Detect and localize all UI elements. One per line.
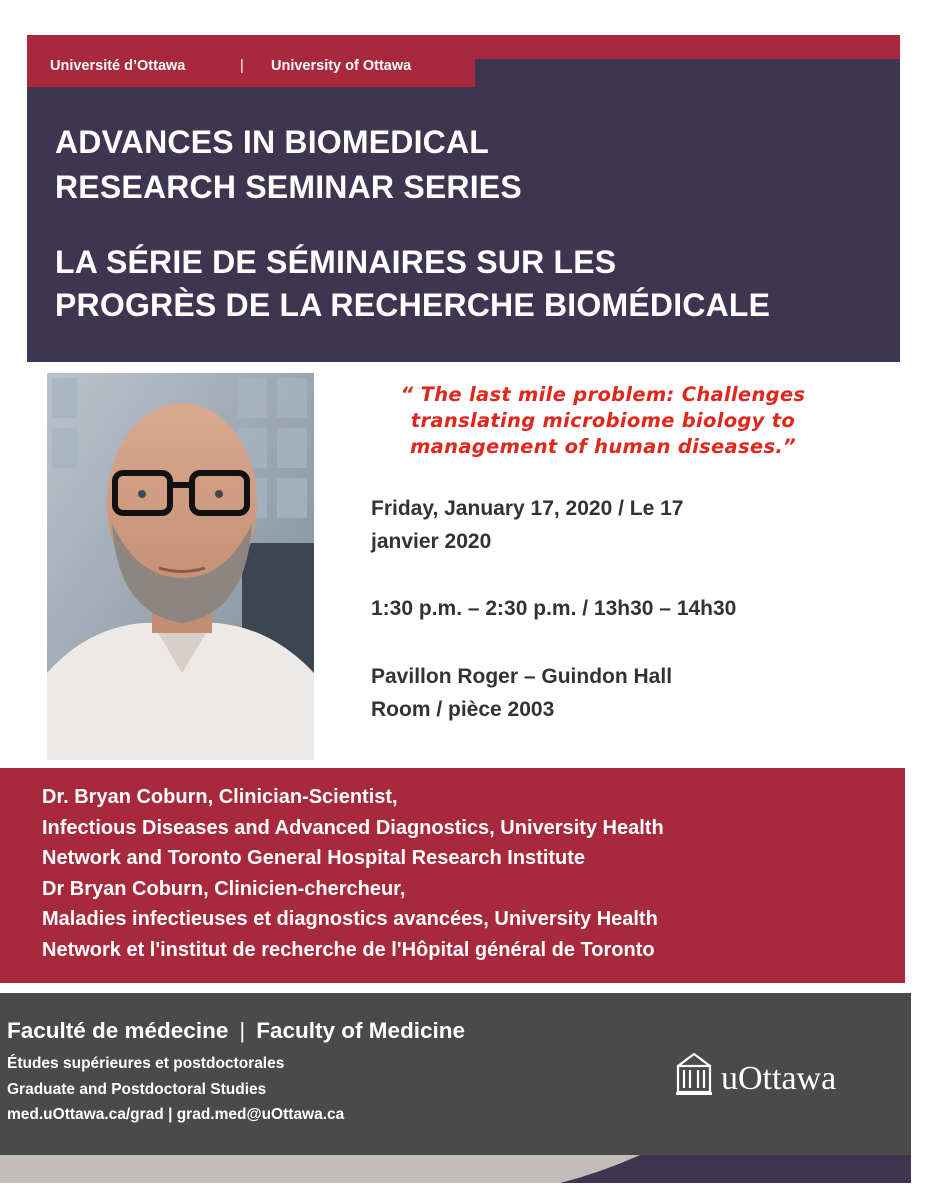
university-building-icon xyxy=(674,1048,714,1098)
speaker-info xyxy=(42,782,664,965)
seminar-location xyxy=(371,660,672,726)
studies-en: Graduate and Postdoctoral Studies xyxy=(7,1081,267,1098)
faculty-name xyxy=(7,1018,465,1044)
title-en-line1: ADVANCES IN BIOMEDICAL xyxy=(55,124,490,160)
uottawa-wordmark: uOttawa xyxy=(721,1060,837,1097)
quote-line: “ The last mile problem: Challenges xyxy=(400,383,806,406)
studies-fr: Études supérieures et postdoctorales xyxy=(7,1055,285,1072)
faculty-separator: | xyxy=(239,1018,246,1043)
title-fr-line1: LA SÉRIE DE SÉMINAIRES SUR LES xyxy=(55,244,617,280)
location-line2: Room / pièce 2003 xyxy=(371,698,555,721)
quote-line: management of human diseases.” xyxy=(410,435,796,458)
date-line1: Friday, January 17, 2020 / Le 17 xyxy=(371,497,684,520)
university-separator: | xyxy=(240,58,244,74)
speaker-photo xyxy=(47,373,314,760)
seminar-time: 1:30 p.m. – 2:30 p.m. / 13h30 – 14h30 xyxy=(371,597,737,620)
contact-info: med.uOttawa.ca/grad | grad.med@uOttawa.ca xyxy=(7,1106,345,1123)
date-line2: janvier 2020 xyxy=(371,530,492,553)
quote-line: translating microbiome biology to xyxy=(410,409,796,432)
speaker-line: Dr Bryan Coburn, Clinicien-chercheur, xyxy=(42,877,406,900)
faculty-name-en: Faculty of Medicine xyxy=(256,1018,465,1043)
title-fr-line2: PROGRÈS DE LA RECHERCHE BIOMÉDICALE xyxy=(55,287,771,323)
university-name-en: University of Ottawa xyxy=(271,58,412,74)
speaker-line: Maladies infectieuses et diagnostics avancées, University Health xyxy=(42,908,658,930)
university-name-fr: Université d’Ottawa xyxy=(50,58,186,74)
seminar-title-quote xyxy=(368,382,838,460)
footer-swoosh xyxy=(0,1148,927,1200)
speaker-line: Network and Toronto General Hospital Research Institute xyxy=(42,847,586,869)
seminar-date xyxy=(371,492,683,558)
location-line1: Pavillon Roger – Guindon Hall xyxy=(371,665,673,688)
title-en-line2: RESEARCH SEMINAR SERIES xyxy=(55,169,522,205)
speaker-line: Network et l'institut de recherche de l'Hôpital général de Toronto xyxy=(42,938,655,961)
speaker-line: Dr. Bryan Coburn, Clinician-Scientist, xyxy=(42,786,398,808)
faculty-name-fr: Faculté de médecine xyxy=(7,1018,229,1043)
speaker-line: Infectious Diseases and Advanced Diagnostics, University Health xyxy=(42,816,664,839)
header-red-bar xyxy=(27,35,900,59)
